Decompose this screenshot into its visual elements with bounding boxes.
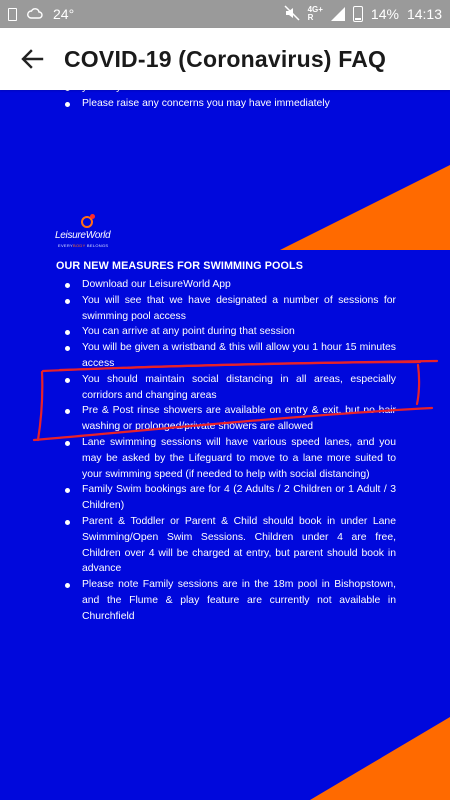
orange-corner-shape-top	[280, 165, 450, 250]
network-type	[308, 6, 323, 22]
logo-tagline-part: BELONGS	[86, 243, 109, 248]
logo-tagline-part: BODY	[73, 243, 86, 248]
list-item: Parent & Toddler or Parent & Child should book in under Lane Swimming/Open Swim Sessions. Children under 4 are free, Children over 4 will be charged at entry, but parent should book in advance	[54, 514, 396, 577]
sim-card-icon	[8, 8, 17, 21]
page-title: COVID-19 (Coronavirus) FAQ	[64, 45, 387, 72]
list-item: Lane swimming sessions will have various speed lanes, and you may be asked by the Lifeguard to move to a lane more suited to your swimming speed (if needed to help with social distancing)	[54, 435, 396, 482]
temperature-text: 24°	[53, 6, 75, 22]
battery-percent: 14%	[370, 6, 399, 22]
signal-icon	[331, 7, 345, 21]
section-heading: OUR NEW MEASURES FOR SWIMMING POOLS	[56, 260, 304, 272]
list-item: You should maintain social distancing in all areas, especially corridors and changing areas	[54, 372, 396, 404]
roaming-label: R	[307, 13, 314, 22]
list-item: You will be given a wristband & this will allow you 1 hour 15 minutes access	[54, 340, 396, 372]
app-bar	[0, 28, 450, 90]
status-bar	[0, 0, 450, 28]
list-item: Please raise any concerns you may have immediately	[54, 96, 396, 112]
logo-dot-icon	[90, 214, 95, 219]
list-item: You will see that we have designated a number of sessions for swimming pool access	[54, 293, 396, 325]
clock-time: 14:13	[406, 6, 442, 22]
swimming-measures-list	[54, 277, 396, 625]
back-button[interactable]	[0, 28, 64, 90]
battery-icon	[353, 6, 363, 22]
cloud-icon	[27, 6, 43, 22]
arrow-left-icon	[21, 49, 43, 69]
logo-tagline-part: EVERY	[58, 243, 73, 248]
network-label: 4G+	[307, 5, 323, 14]
list-item: Family Swim bookings are for 4 (2 Adults / 2 Children or 1 Adult / 3 Children)	[54, 482, 396, 514]
mute-icon	[284, 5, 300, 24]
logo-tagline	[58, 243, 108, 248]
list-item: Pre & Post rinse showers are available on entry & exit, but no hair washing or prolonged/private showers are allowed	[54, 403, 396, 435]
leisureworld-logo	[55, 216, 125, 250]
orange-corner-shape-bottom	[280, 717, 450, 800]
list-item: Please note Family sessions are in the 18m pool in Bishopstown, and the Flume & play feature are currently not available in Churchfield	[54, 577, 396, 624]
faq-image-content	[0, 90, 450, 800]
list-item: You can arrive at any point during that session	[54, 324, 396, 340]
logo-text: LeisureWorld	[55, 230, 111, 241]
list-item: Download our LeisureWorld App	[54, 277, 396, 293]
